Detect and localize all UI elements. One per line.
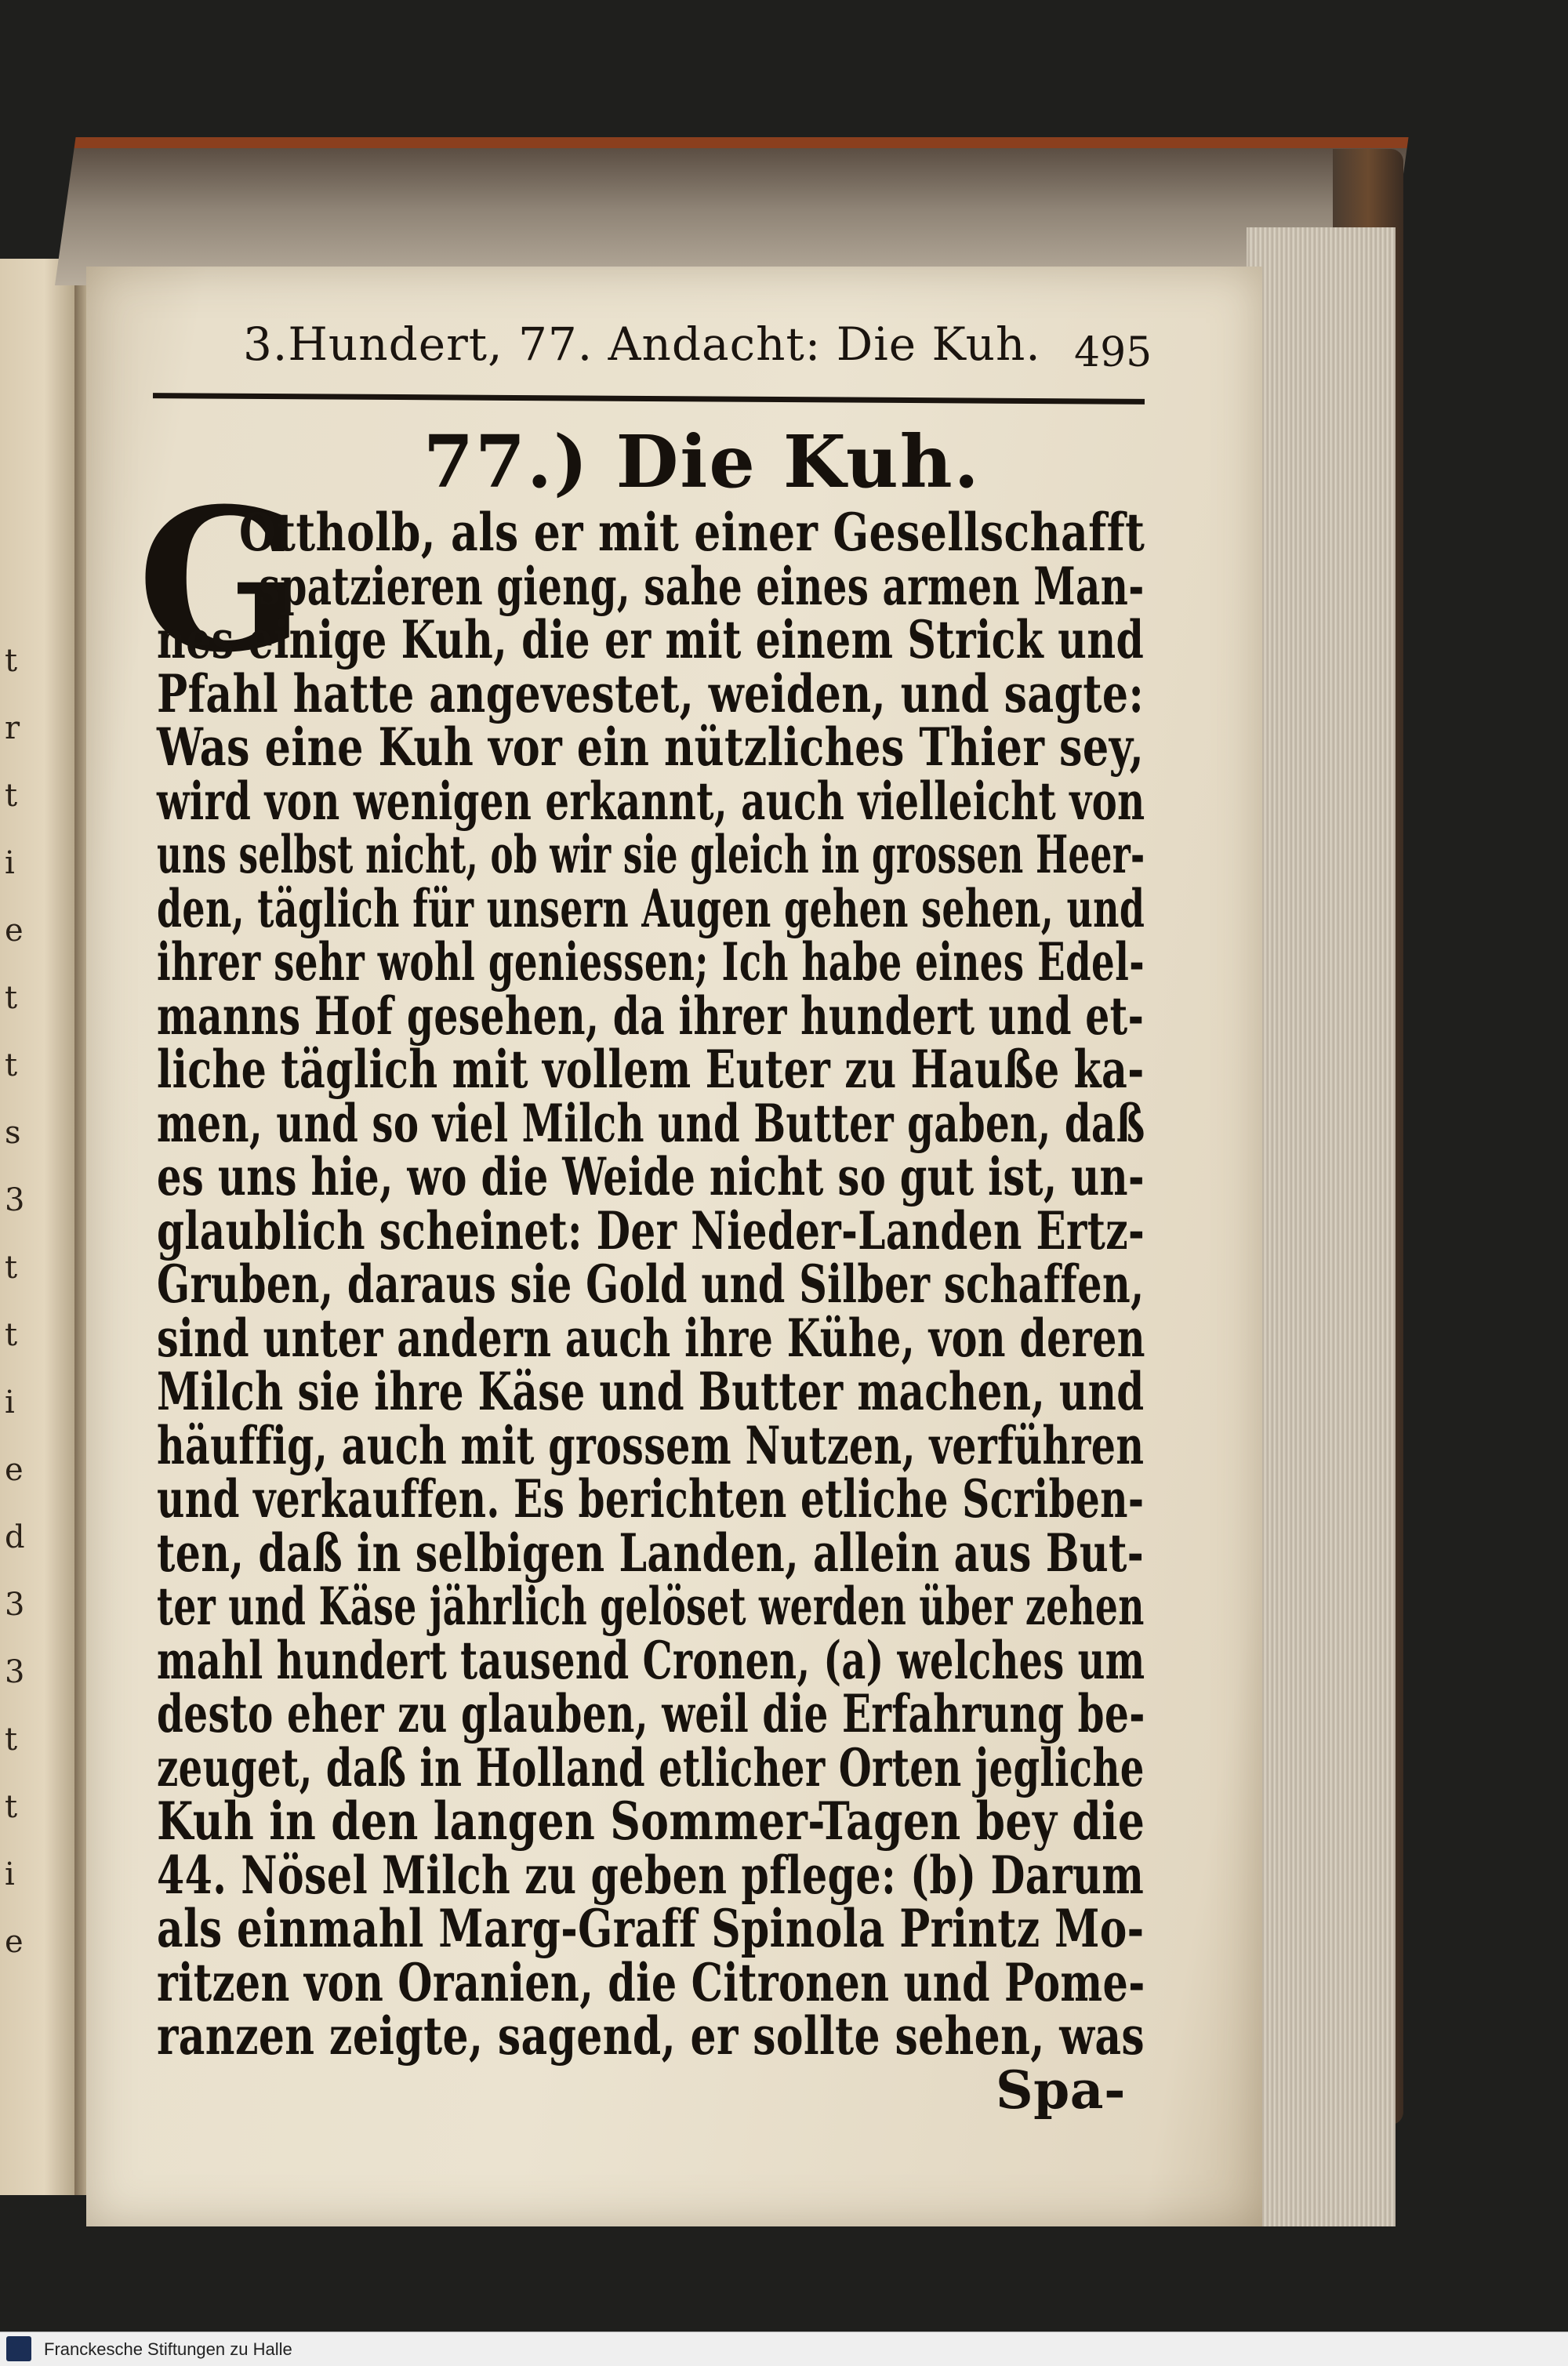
left-page-fragment: d — [5, 1519, 25, 1555]
left-page-edge — [0, 259, 76, 2195]
left-page-fragment: i — [5, 1384, 15, 1421]
page-number: 495 — [1074, 329, 1152, 376]
text-line: zeuget, daß in Holland etlicher Orten jegliche — [157, 1736, 1145, 1798]
book-page-edges — [1247, 227, 1396, 2226]
text-line: ritzen von Oranien, die Citronen und Pome- — [157, 1951, 1145, 2013]
left-page-fragment: t — [5, 1047, 18, 1083]
text-line: ter und Käse jährlich gelöset werden über zehen — [157, 1576, 1145, 1637]
left-page-fragment: 3 — [5, 1182, 25, 1218]
left-page-fragment: e — [5, 1452, 24, 1488]
left-page-fragment: 3 — [5, 1654, 25, 1690]
text-line: spatzieren gieng, sahe eines armen Man- — [259, 555, 1145, 617]
text-line: und verkauffen. Es berichten etliche Scriben- — [157, 1468, 1145, 1530]
text-line: nes einige Kuh, die er mit einem Strick und — [157, 609, 1145, 670]
text-line: Milch sie ihre Käse und Butter machen, und — [157, 1361, 1145, 1422]
left-page-fragment: t — [5, 1722, 18, 1758]
text-line: als einmahl Marg-Graff Spinola Printz Mo- — [157, 1898, 1145, 1959]
text-line: desto eher zu glauben, weil die Erfahrung be- — [157, 1683, 1145, 1744]
left-page-fragment: t — [5, 643, 18, 679]
left-page-fragment: i — [5, 845, 15, 881]
text-line: es uns hie, wo die Weide nicht so gut ist, un- — [157, 1146, 1145, 1207]
left-page-fragment: e — [5, 913, 24, 949]
text-line: ten, daß in selbigen Landen, allein aus But- — [157, 1522, 1145, 1584]
book-top-edge — [55, 137, 1409, 285]
left-page-text-fragments — [5, 627, 28, 1976]
footer-bar — [0, 2332, 1568, 2366]
text-line: mahl hundert tausend Cronen, (a) welches um — [157, 1629, 1145, 1691]
text-line: Was eine Kuh vor ein nützliches Thier sey, — [157, 717, 1145, 778]
text-line: liche täglich mit vollem Euter zu Hauße ka- — [157, 1039, 1145, 1100]
institution-logo-icon — [6, 2336, 31, 2361]
left-page-fragment: 3 — [5, 1587, 25, 1623]
left-page-fragment: e — [5, 1924, 24, 1960]
footer-institution: Franckesche Stiftungen zu Halle — [44, 2339, 292, 2359]
text-line: sind unter andern auch ihre Kühe, von deren — [157, 1307, 1145, 1369]
text-line: Gruben, daraus sie Gold und Silber schaffen, — [157, 1254, 1145, 1315]
text-line: ihrer sehr wohl geniessen; Ich habe eines Edel- — [157, 931, 1145, 992]
left-page-fragment: s — [5, 1115, 21, 1151]
text-line: uns selbst nicht, ob wir sie gleich in grossen Heer- — [157, 824, 1145, 885]
text-line: häuffig, auch mit grossem Nutzen, verführen — [157, 1414, 1145, 1476]
text-line: Pfahl hatte angevestet, weiden, und sagte: — [157, 662, 1145, 724]
left-page-fragment: t — [5, 778, 18, 814]
text-line: 44. Nösel Milch zu geben pflege: (b) Darum — [157, 1844, 1145, 1906]
left-page-fragment: t — [5, 1317, 18, 1353]
running-header: 3.Hundert, 77. Andacht: Die Kuh. — [243, 318, 1041, 371]
drop-cap: G — [137, 465, 305, 695]
left-page-fragment: i — [5, 1856, 15, 1892]
left-page-fragment: r — [5, 710, 20, 746]
left-page-fragment: t — [5, 980, 18, 1016]
text-line: ranzen zeigte, sagend, er sollte sehen, was — [157, 2005, 1145, 2067]
text-line: manns Hof gesehen, da ihrer hundert und et- — [157, 985, 1145, 1047]
left-page-fragment: t — [5, 1789, 18, 1825]
left-page-fragment: t — [5, 1250, 18, 1286]
text-line: glaublich scheinet: Der Nieder-Landen Ertz- — [157, 1199, 1145, 1261]
section-title: 77.) Die Kuh. — [423, 419, 981, 504]
text-line: wird von wenigen erkannt, auch vielleicht von — [157, 770, 1145, 832]
text-line: men, und so viel Milch und Butter gaben, daß — [157, 1092, 1145, 1154]
text-line: Ottholb, als er mit einer Gesellschafft — [239, 502, 1145, 563]
text-line: Spa- — [996, 2059, 1126, 2121]
text-line: Kuh in den langen Sommer-Tagen bey die — [157, 1791, 1145, 1852]
text-line: den, täglich für unsern Augen gehen sehen, und — [157, 877, 1145, 939]
